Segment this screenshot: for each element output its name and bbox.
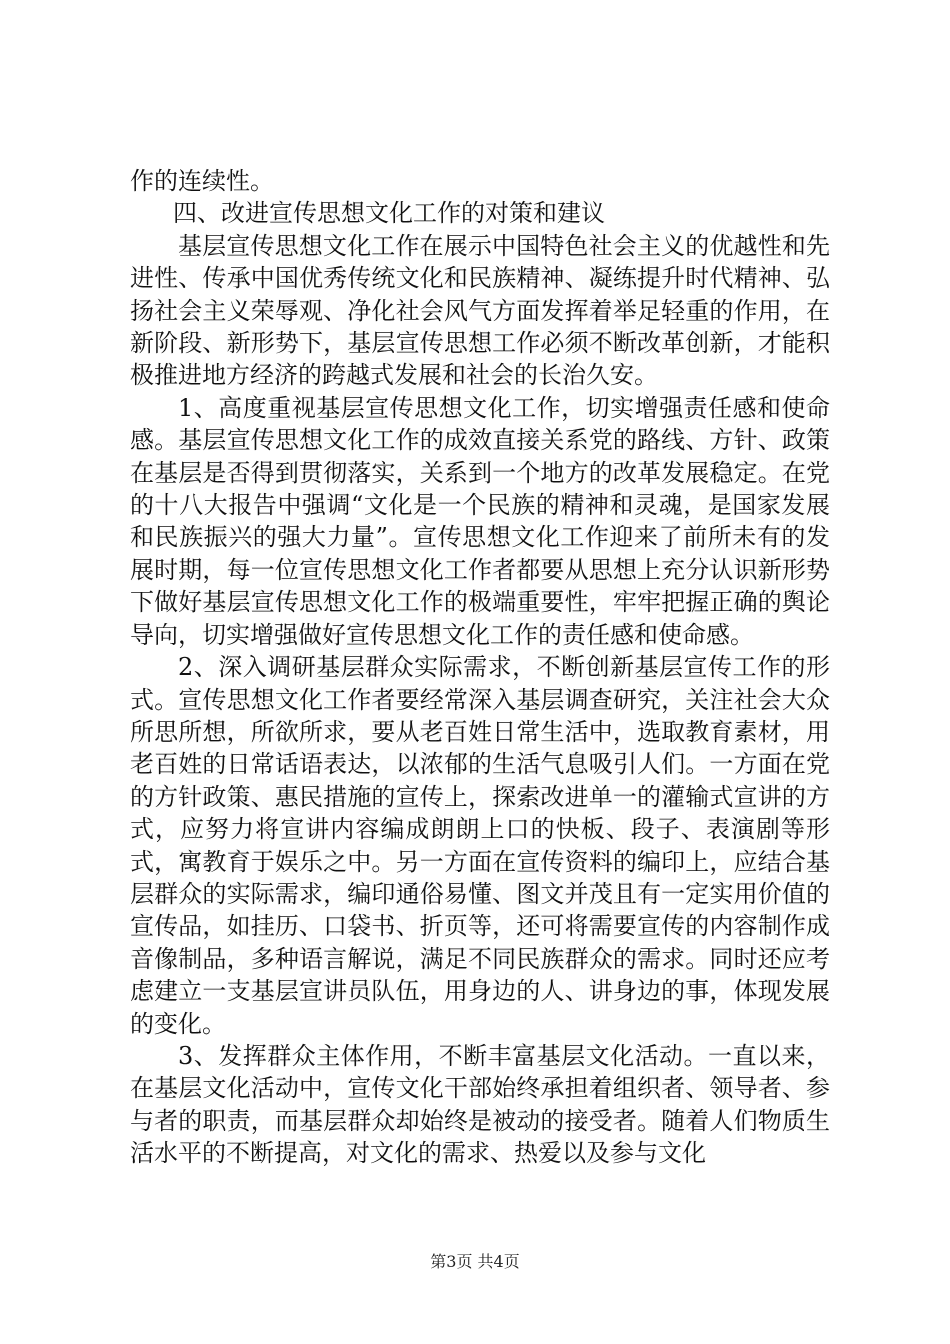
page-footer: 第3页 共4页 bbox=[430, 1252, 520, 1271]
section-heading: 四、改进宣传思想文化工作的对策和建议 bbox=[173, 199, 605, 228]
paragraph-point-1: 1、高度重视基层宣传思想文化工作，切实增强责任感和使命感。基层宣传思想文化工作的成效直接关系党的路线、方针、政策在基层是否得到贯彻落实，关系到一个地方的改革发展稳定。在党的十八大报告中强调“文化是一个民族的精神和灵魂，是国家发展和民族振兴的强大力量”。宣传思想文化工作迎来了前所未有的发展时期，每一位宣传思想文化工作者都要从思想上充分认识新形势下做好基层宣传思想文化工作的极端重要性，牢牢把握正确的舆论导向，切实增强做好宣传思想文化工作的责任感和使命感。 bbox=[130, 393, 830, 649]
paragraph-point-2: 2、深入调研基层群众实际需求，不断创新基层宣传工作的形式。宣传思想文化工作者要经常深入基层调查研究，关注社会大众所思所想，所欲所求，要从老百姓日常生活中，选取教育素材，用老百姓的日常话语表达，以浓郁的生活气息吸引人们。一方面在党的方针政策、惠民措施的宣传上，探索改进单一的灌输式宣讲的方式，应努力将宣讲内容编成朗朗上口的快板、段子、表演剧等形式，寓教育于娱乐之中。另一方面在宣传资料的编印上，应结合基层群众的实际需求，编印通俗易懂、图文并茂且有一定实用价值的宣传品，如挂历、口袋书、折页等，还可将需要宣传的内容制作成音像制品，多种语言解说，满足不同民族群众的需求。同时还应考虑建立一支基层宣讲员队伍，用身边的人、讲身边的事，体现发展的变化。 bbox=[130, 653, 830, 1038]
paragraph-continuation: 作的连续性。 bbox=[130, 167, 274, 195]
paragraph-intro: 基层宣传思想文化工作在展示中国特色社会主义的优越性和先进性、传承中国优秀传统文化和民族精神、凝练提升时代精神、弘扬社会主义荣辱观、净化社会风气方面发挥着举足轻重的作用，在新阶段、新形势下，基层宣传思想工作必须不断改革创新，才能积极推进地方经济的跨越式发展和社会的长治久安。 bbox=[130, 231, 830, 390]
body-text bbox=[130, 165, 830, 1170]
paragraph-point-3: 3、发挥群众主体作用，不断丰富基层文化活动。一直以来，在基层文化活动中，宣传文化干部始终承担着组织者、领导者、参与者的职责，而基层群众却始终是被动的接受者。随着人们物质生活水平的不断提高，对文化的需求、热爱以及参与文化 bbox=[130, 1041, 830, 1168]
